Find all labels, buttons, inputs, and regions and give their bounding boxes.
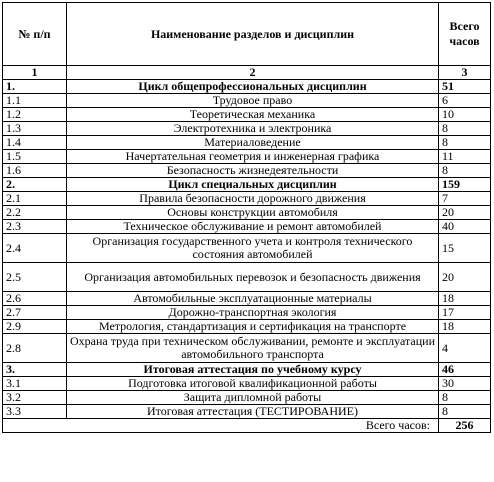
table-row <box>3 334 491 363</box>
table-row <box>3 234 491 263</box>
row-number: 1.1 <box>3 94 67 108</box>
row-name: Безопасность жизнедеятельности <box>67 164 439 178</box>
row-hours: 8 <box>439 136 491 150</box>
table-row <box>3 150 491 164</box>
table-row <box>3 108 491 122</box>
header-hours: Всего часов <box>439 3 491 66</box>
row-number: 2.6 <box>3 292 67 306</box>
row-hours: 7 <box>439 192 491 206</box>
row-name: Метрология, стандартизация и сертификация на транспорте <box>67 320 439 334</box>
row-number: 2. <box>3 178 67 192</box>
row-number: 3.3 <box>3 405 67 419</box>
row-name: Теоретическая механика <box>67 108 439 122</box>
header-name: Наименование разделов и дисциплин <box>67 3 439 66</box>
row-number: 2.7 <box>3 306 67 320</box>
row-name: Организация автомобильных перевозок и безопасность движения <box>67 263 439 292</box>
row-hours: 20 <box>439 206 491 220</box>
row-number: 1.4 <box>3 136 67 150</box>
row-number: 2.9 <box>3 320 67 334</box>
row-number: 1.3 <box>3 122 67 136</box>
row-hours: 10 <box>439 108 491 122</box>
row-name: Охрана труда при техническом обслуживании, ремонте и эксплуатации автомобильного транспорта <box>67 334 439 363</box>
total-label: Всего часов: <box>3 419 439 433</box>
section-row <box>3 80 491 94</box>
row-number: 2.8 <box>3 334 67 363</box>
row-number: 1.2 <box>3 108 67 122</box>
row-number: 1.5 <box>3 150 67 164</box>
row-name: Цикл общепрофессиональных дисциплин <box>67 80 439 94</box>
row-name: Итоговая аттестация по учебному курсу <box>67 363 439 377</box>
row-hours: 4 <box>439 334 491 363</box>
column-number-row <box>3 66 491 80</box>
row-hours: 40 <box>439 220 491 234</box>
row-hours: 18 <box>439 320 491 334</box>
curriculum-table <box>2 2 491 433</box>
row-hours: 18 <box>439 292 491 306</box>
table-row <box>3 136 491 150</box>
header-num: № п/п <box>3 3 67 66</box>
table-row <box>3 220 491 234</box>
table-row <box>3 405 491 419</box>
row-number: 2.5 <box>3 263 67 292</box>
table-row <box>3 377 491 391</box>
column-number-2: 2 <box>67 66 439 80</box>
row-hours: 30 <box>439 377 491 391</box>
table-row <box>3 192 491 206</box>
section-row <box>3 178 491 192</box>
row-hours: 20 <box>439 263 491 292</box>
row-name: Правила безопасности дорожного движения <box>67 192 439 206</box>
column-number-3: 3 <box>439 66 491 80</box>
table-row <box>3 306 491 320</box>
table-row <box>3 320 491 334</box>
row-hours: 8 <box>439 391 491 405</box>
row-name: Подготовка итоговой квалификационной работы <box>67 377 439 391</box>
row-hours: 17 <box>439 306 491 320</box>
table-row <box>3 94 491 108</box>
row-name: Автомобильные эксплуатационные материалы <box>67 292 439 306</box>
row-name: Итоговая аттестация (ТЕСТИРОВАНИЕ) <box>67 405 439 419</box>
row-hours: 46 <box>439 363 491 377</box>
row-name: Материаловедение <box>67 136 439 150</box>
row-hours: 8 <box>439 122 491 136</box>
row-hours: 15 <box>439 234 491 263</box>
row-number: 3.1 <box>3 377 67 391</box>
row-hours: 6 <box>439 94 491 108</box>
table-row <box>3 122 491 136</box>
row-name: Трудовое право <box>67 94 439 108</box>
row-name: Техническое обслуживание и ремонт автомобилей <box>67 220 439 234</box>
row-hours: 159 <box>439 178 491 192</box>
table-row <box>3 263 491 292</box>
total-value: 256 <box>439 419 491 433</box>
row-number: 2.1 <box>3 192 67 206</box>
section-row <box>3 363 491 377</box>
row-number: 1. <box>3 80 67 94</box>
row-name: Цикл специальных дисциплин <box>67 178 439 192</box>
row-number: 2.3 <box>3 220 67 234</box>
row-name: Электротехника и электроника <box>67 122 439 136</box>
row-number: 2.4 <box>3 234 67 263</box>
table-row <box>3 206 491 220</box>
column-number-1: 1 <box>3 66 67 80</box>
row-name: Дорожно-транспортная экология <box>67 306 439 320</box>
row-number: 2.2 <box>3 206 67 220</box>
row-hours: 8 <box>439 405 491 419</box>
row-number: 3. <box>3 363 67 377</box>
row-number: 1.6 <box>3 164 67 178</box>
row-name: Начертательная геометрия и инженерная графика <box>67 150 439 164</box>
table-row <box>3 164 491 178</box>
row-name: Основы конструкции автомобиля <box>67 206 439 220</box>
row-name: Организация государственного учета и контроля технического состояния автомобилей <box>67 234 439 263</box>
row-name: Защита дипломной работы <box>67 391 439 405</box>
row-hours: 51 <box>439 80 491 94</box>
table-row <box>3 292 491 306</box>
row-hours: 8 <box>439 164 491 178</box>
row-number: 3.2 <box>3 391 67 405</box>
total-row <box>3 419 491 433</box>
table-header-row <box>3 3 491 66</box>
row-hours: 11 <box>439 150 491 164</box>
table-row <box>3 391 491 405</box>
